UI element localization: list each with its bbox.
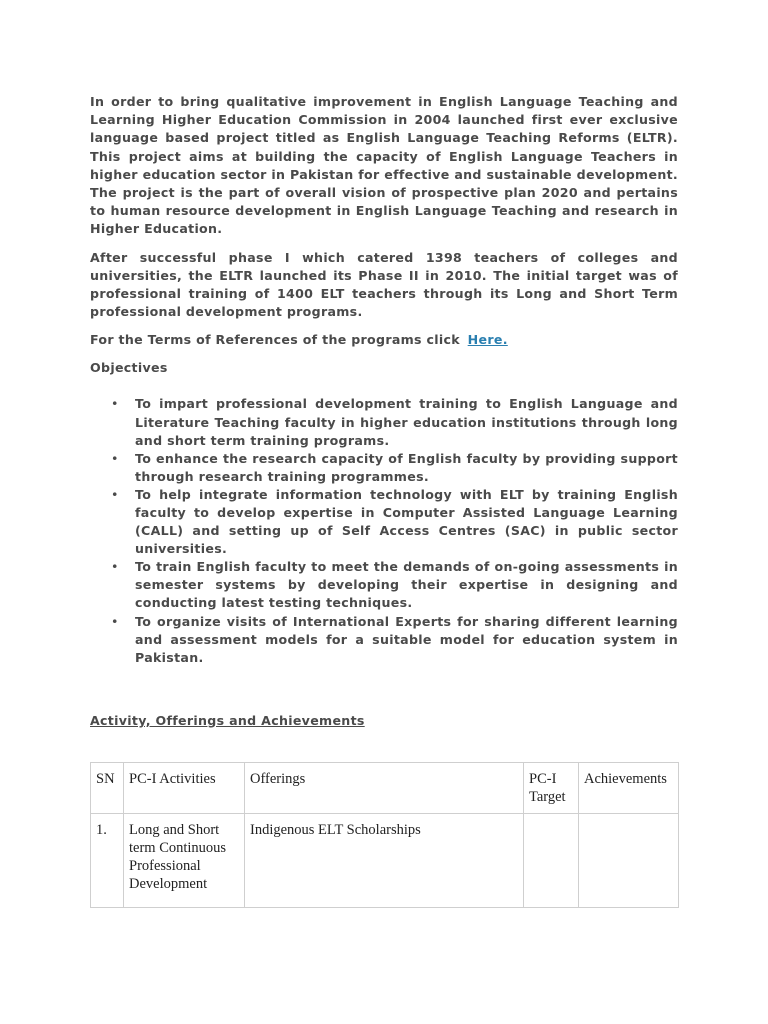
tor-text: For the Terms of References of the programs click <box>90 332 460 348</box>
objective-text: To impart professional development training to English Language and Literature Teaching faculty in higher education institutions through long and short term training programs. <box>135 396 678 448</box>
tor-paragraph <box>90 331 678 349</box>
objective-text: To help integrate information technology with ELT by training English faculty to develop expertise in Computer Assisted Language Learning (CALL) and setting up of Self Access Centres (SAC) in public sector universities. <box>135 486 678 557</box>
cell-activity: Long and Short term Continuous Professional Development <box>124 813 245 907</box>
section-title: Activity, Offerings and Achievements <box>90 712 365 728</box>
header-offerings: Offerings <box>245 763 524 814</box>
cell-achievement <box>579 813 679 907</box>
table-row <box>91 813 679 907</box>
bullet-icon: • <box>111 486 119 502</box>
header-target: PC-I Target <box>524 763 579 814</box>
list-item <box>90 450 678 486</box>
cell-sn: 1. <box>91 813 124 907</box>
header-sn: SN <box>91 763 124 814</box>
objective-text: To organize visits of International Experts for sharing different learning and assessment models for a suitable model for education system in Pakistan. <box>135 613 678 665</box>
objective-text: To train English faculty to meet the demands of on-going assessments in semester systems by developing their expertise in designing and conducting latest testing techniques. <box>135 559 678 611</box>
objective-text: To enhance the research capacity of English faculty by providing support through research training programmes. <box>135 450 678 484</box>
objectives-heading: Objectives <box>90 360 168 376</box>
bullet-icon: • <box>111 613 119 629</box>
document-body <box>90 93 678 730</box>
intro-paragraph: In order to bring qualitative improvement in English Language Teaching and Learning Higher Education Commission in 2004 launched first ever exclusive language based project titled as English Language Teaching Reforms (ELTR). This project aims at building the capacity of English Language Teachers in higher education sector in Pakistan for effective and sustainable development. The project is the part of overall vision of prospective plan 2020 and pertains to human resource development in English Language Teaching and research in Higher Education. <box>90 94 678 237</box>
list-item <box>90 558 678 612</box>
cell-offering: Indigenous ELT Scholarships <box>245 813 524 907</box>
header-activities: PC-I Activities <box>124 763 245 814</box>
bullet-icon: • <box>111 450 119 466</box>
table-header-row <box>91 763 679 814</box>
objectives-list <box>90 395 678 666</box>
list-item <box>90 613 678 667</box>
bullet-icon: • <box>111 396 119 412</box>
activities-table <box>90 762 679 908</box>
list-item <box>90 486 678 558</box>
list-item <box>90 395 678 449</box>
cell-target <box>524 813 579 907</box>
phase-paragraph: After successful phase I which catered 1398 teachers of colleges and universities, the ELTR launched its Phase II in 2010. The initial target was of professional training of 1400 ELT teachers through its Long and Short Term professional development programs. <box>90 249 678 320</box>
tor-here-link[interactable]: Here. <box>467 332 508 348</box>
bullet-icon: • <box>111 559 119 575</box>
header-achievements: Achievements <box>579 763 679 814</box>
